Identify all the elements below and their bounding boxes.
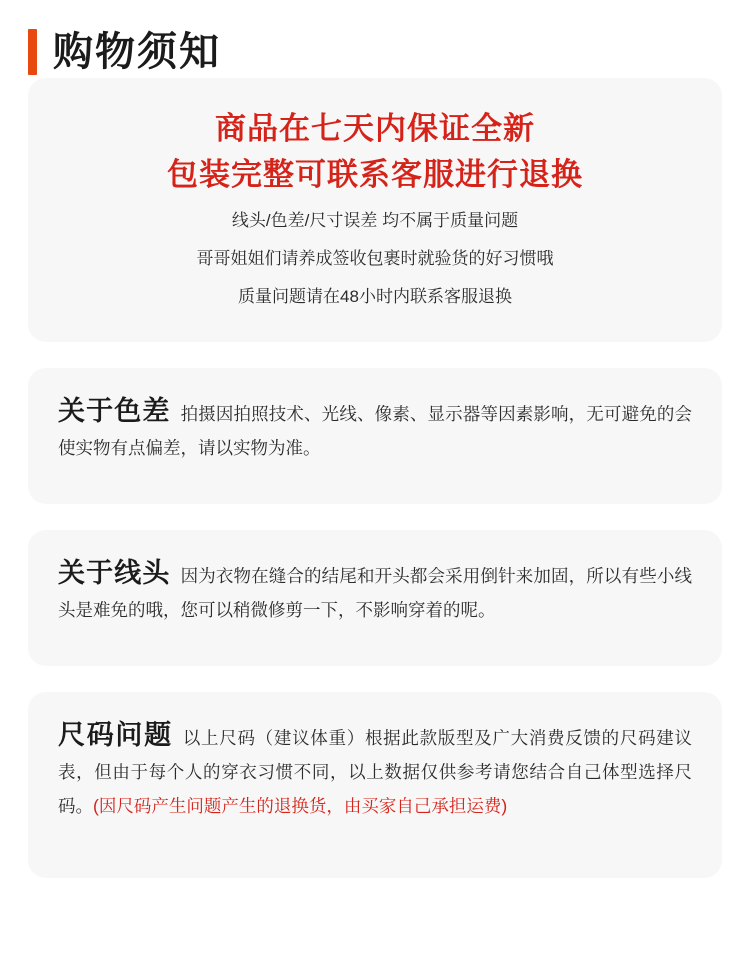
section-card-color-difference: [28, 368, 722, 504]
section-size-title: 尺码问题: [58, 720, 173, 750]
section-color-difference-title: 关于色差: [58, 396, 171, 426]
section-card-size: [28, 692, 722, 878]
section-color-difference-body: 拍摄因拍照技术、光线、像素、显示器等因素影响，无可避免的会使实物有点偏差，请以实物为准。: [58, 404, 692, 458]
notice-sub-line1: 线头/色差/尺寸误差 均不属于质量问题: [231, 211, 519, 230]
notice-headline-line1: 商品在七天内保证全新: [215, 111, 535, 146]
section-size-body: 以上尺码（建议体重）根据此款版型及广大消费反馈的尺码建议表，但由于每个人的穿衣习惯不同，以上数据仅供参考请您结合自己体型选择尺码。: [58, 728, 693, 816]
notice-sub-line3: 质量问题请在48小时内联系客服退换: [238, 287, 512, 306]
notice-headline-line2: 包装完整可联系客服进行退换: [167, 157, 583, 192]
notice-sub-line2: 哥哥姐姐们请养成签收包裹时就验货的好习惯哦: [196, 249, 554, 268]
accent-bar-icon: [28, 29, 37, 75]
section-loose-thread-body: 因为衣物在缝合的结尾和开头都会采用倒针来加固，所以有些小线头是难免的哦，您可以稍微修剪一下，不影响穿着的呢。: [58, 566, 692, 620]
section-loose-thread-text: [58, 556, 692, 627]
page-header: [0, 0, 750, 78]
section-color-difference-text: [58, 394, 692, 465]
section-size-text: [58, 718, 692, 823]
section-card-loose-thread: [28, 530, 722, 666]
section-loose-thread-title: 关于线头: [58, 558, 171, 588]
section-size-body-red: (因尺码产生问题产生的退换货，由买家自己承担运费): [93, 796, 508, 816]
page-title: 购物须知: [53, 30, 221, 74]
notice-card: [28, 78, 722, 342]
